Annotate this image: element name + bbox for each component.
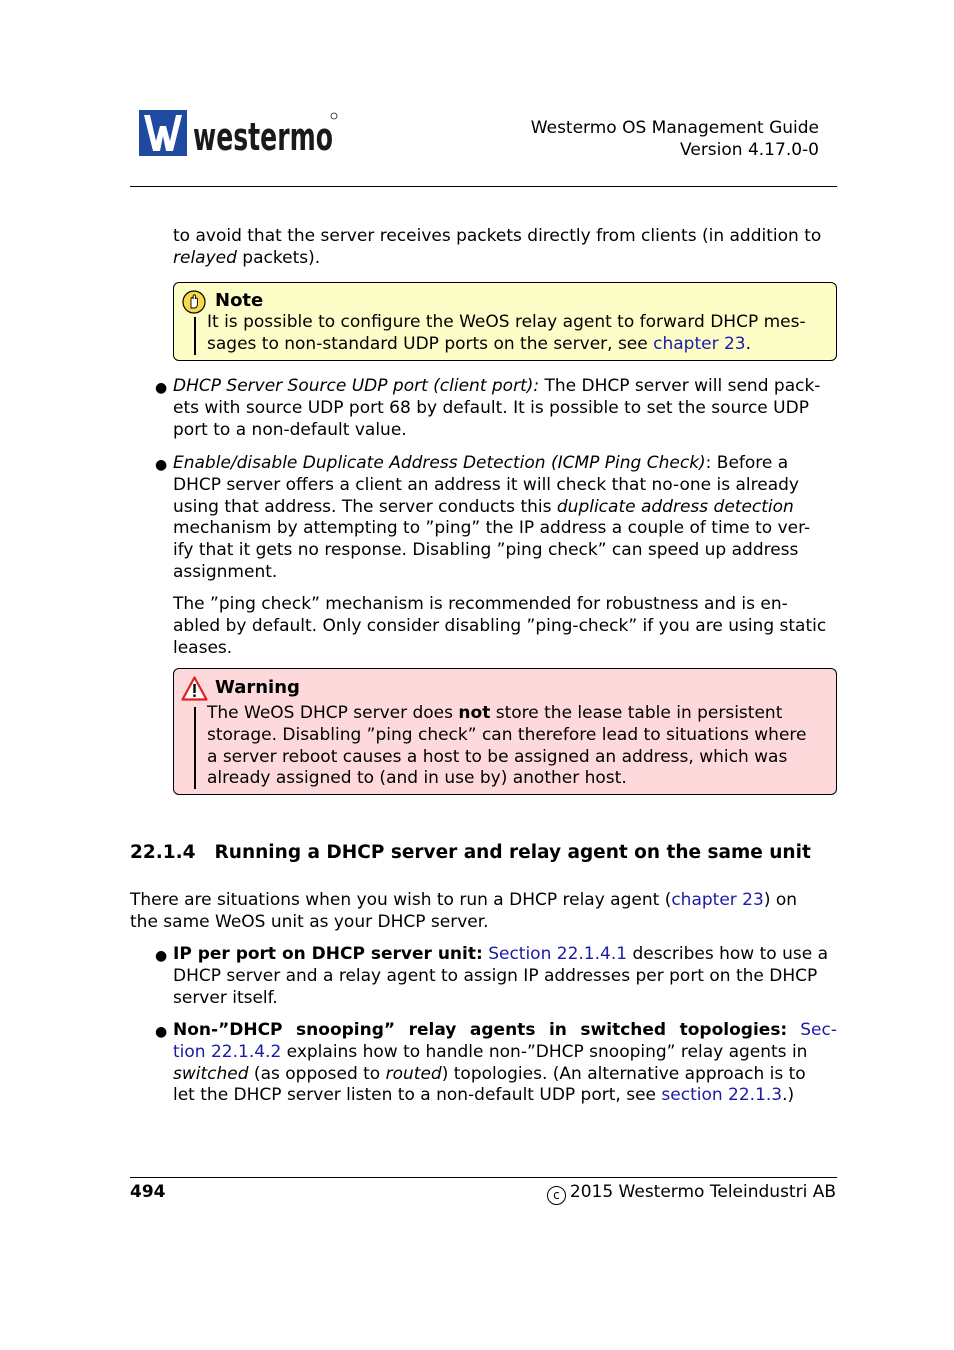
intro-paragraph <box>173 226 837 270</box>
copyright-icon: c <box>547 1186 566 1205</box>
logo-wordmark: westermo <box>193 115 333 159</box>
section-number: 22.1.4 <box>130 842 196 863</box>
warning-triangle-icon <box>181 676 208 701</box>
warning-bar <box>194 707 196 789</box>
page-number: 494 <box>130 1182 166 1202</box>
section-22-1-3-link[interactable]: section 22.1.3 <box>661 1085 783 1106</box>
header-rule <box>130 186 837 187</box>
list-item: IP per port on DHCP server unit: Section 22.1.4.1 describes how to use a DHCP server and a relay agent to assign IP addresses per port on the DHCP server itself. <box>173 944 828 1008</box>
copyright: c 2015 Westermo Teleindustri AB <box>547 1182 836 1205</box>
section-intro: There are situations when you wish to run a DHCP relay agent (chapter 23) on the same WeOS unit as your DHCP server. <box>130 890 798 932</box>
note-bar <box>194 317 196 355</box>
chapter-23-link[interactable]: chapter 23 <box>653 333 746 354</box>
guide-version: Version 4.17.0-0 <box>680 140 819 160</box>
section-22-1-4-1-link[interactable]: Section 22.1.4.1 <box>488 944 628 964</box>
list-item: Non-”DHCP snooping” relay agents in switched topologies: Sec- tion 22.1.4.2 explains how to handle non-”DHCP snooping” relay agents in switched (as opposed to routed) topologies. (An alternative approach is to let the DHCP server listen to a non-default UDP port, see section 22.1.3.) <box>173 1020 837 1106</box>
list-item: DHCP Server Source UDP port (client port): The DHCP server will send pack- ets with source UDP port 68 by default. It is possible to set the source UDP port to a non-default value. <box>173 376 821 440</box>
intro-line: to avoid that the server receives packets directly from clients (in addition to <box>173 226 822 246</box>
bullet-dot: ● <box>155 457 168 473</box>
section-22-1-4-2-link[interactable]: Sec- <box>800 1020 837 1040</box>
list-item: Enable/disable Duplicate Address Detection (ICMP Ping Check): Before a DHCP server offers a client an address it will check that no-one is already using that address. The server conducts this duplicate address detection mechanism by attempting to ”ping” the IP address a couple of time to ver- ify that it gets no response. Disabling ”ping check” can speed up address assignment. <box>173 453 811 582</box>
ping-check-paragraph: The ”ping check” mechanism is recommended for robustness and is en- abled by default. Only consider disabling ”ping-check” if you are using static leases. <box>173 594 827 658</box>
chapter-23-link[interactable]: chapter 23 <box>671 890 764 910</box>
westermo-logo <box>139 110 339 158</box>
warning-box <box>173 668 837 795</box>
note-text: It is possible to configure the WeOS relay agent to forward DHCP mes- sages to non-standard UDP ports on the server, see chapter 23. <box>207 312 806 354</box>
info-hand-icon <box>182 290 206 314</box>
note-title: Note <box>215 290 264 311</box>
bullet-dot: ● <box>155 1024 168 1040</box>
warning-title: Warning <box>215 677 300 698</box>
guide-title: Westermo OS Management Guide <box>530 118 819 138</box>
footer-rule <box>130 1177 837 1178</box>
warning-text: The WeOS DHCP server does not store the lease table in persistent storage. Disabling ”ping check” can therefore lead to situations where a server reboot causes a host to be assigned an address, which was already assigned to (and in use by) another host. <box>207 703 807 789</box>
note-box <box>173 282 837 361</box>
bullet-dot: ● <box>155 948 168 964</box>
section-title: Running a DHCP server and relay agent on the same unit <box>214 842 811 863</box>
bullet-dot: ● <box>155 380 168 396</box>
section-heading <box>130 842 811 864</box>
intro-line: relayed packets). <box>173 247 321 268</box>
header-info <box>531 117 819 161</box>
section-22-1-4-2-link[interactable]: tion 22.1.4.2 <box>173 1041 282 1062</box>
